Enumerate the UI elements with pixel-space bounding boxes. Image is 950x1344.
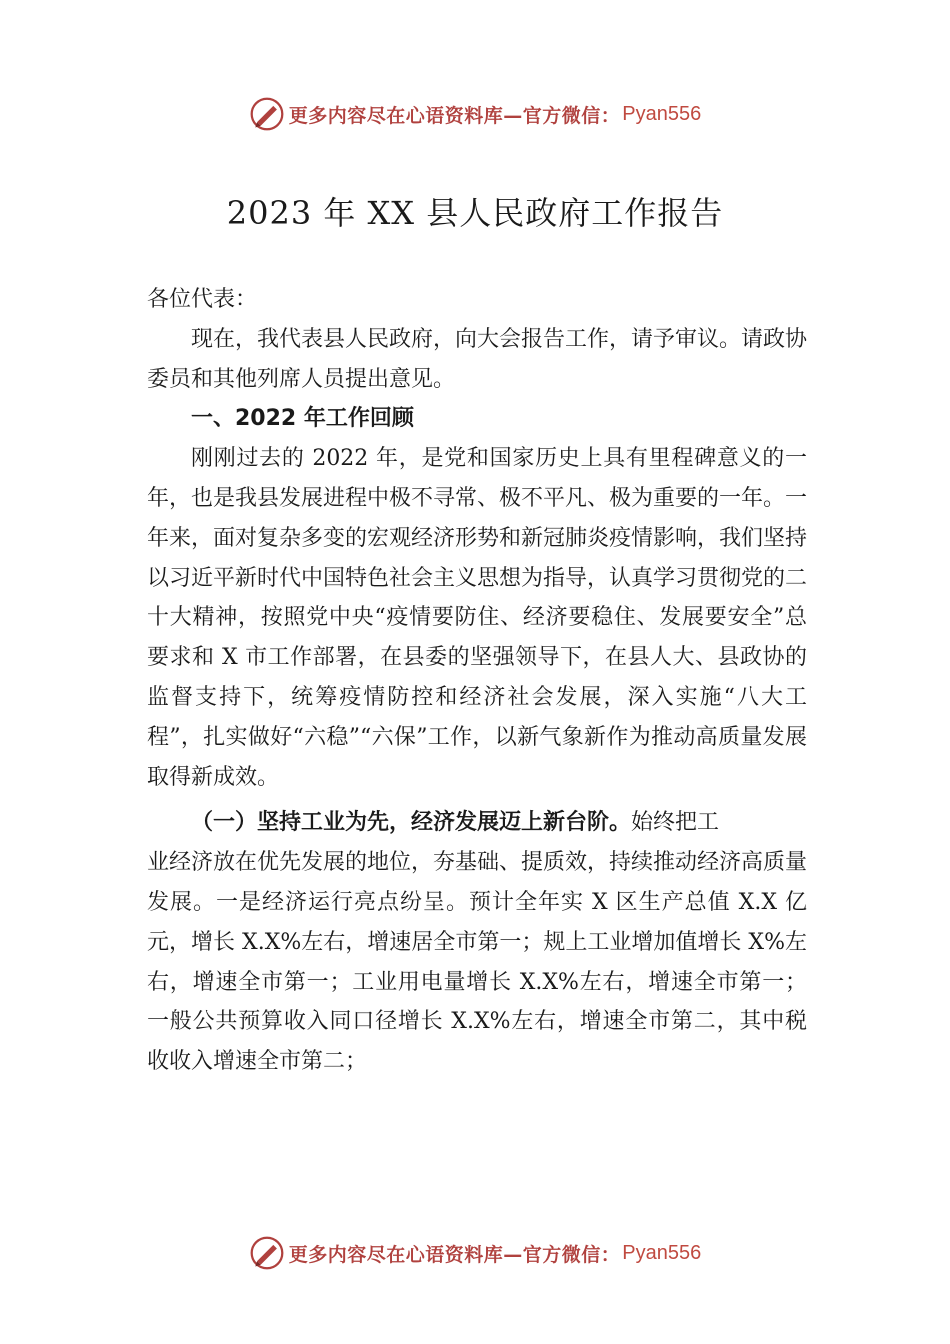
subsection-body: 业经济放在优先发展的地位，夯基础、提质效，持续推动经济高质量发展。一是经济运行亮点纷呈。预计全年实 X 区生产总值 X.X 亿元，增长 X.X%左右，增速居全市第一；规上工业增加值增长 X%左右，增速全市第一；工业用电量增长 X.X%左右，增速全市第一；一般公共预算收入同口径增长 X.X%左右，增速全市第二，其中税收收入增速全市第二； — [147, 850, 808, 1075]
watermark-wechat-id: Pyan556 — [622, 102, 702, 125]
watermark-text: 更多内容尽在心语资料库—官方微信： — [288, 1243, 621, 1266]
subsection-paragraph — [147, 803, 807, 843]
document-body — [147, 280, 807, 1082]
subsection-lead: 始终把工 — [631, 810, 720, 836]
pen-logo-icon — [249, 1235, 285, 1271]
document-title: 2023 年 XX 县人民政府工作报告 — [226, 194, 724, 232]
salutation: 各位代表： — [147, 287, 258, 312]
watermark-top — [0, 94, 950, 134]
section-heading: 一、2022 年工作回顾 — [191, 406, 414, 432]
section-paragraph: 刚刚过去的 2022 年，是党和国家历史上具有里程碑意义的一年，也是我县发展进程中极不寻常、极不平凡、极为重要的一年。一年来，面对复杂多变的宏观经济形势和新冠肺炎疫情影响，我们坚持以习近平新时代中国特色社会主义思想为指导，认真学习贯彻党的二十大精神，按照党中央“疫情要防住、经济要稳住、发展要安全”总要求和 X 市工作部署，在县委的坚强领导下，在县人大、县政协的监督支持下，统筹疫情防控和经济社会发展，深入实施“八大工程”，扎实做好“六稳”“六保”工作，以新气象新作为推动高质量发展取得新成效。 — [147, 446, 808, 790]
watermark-wechat-id: Pyan556 — [622, 1241, 702, 1264]
watermark-text: 更多内容尽在心语资料库—官方微信： — [288, 104, 621, 127]
watermark-bottom — [0, 1233, 950, 1273]
pen-logo-icon — [249, 96, 285, 132]
intro-paragraph: 现在，我代表县人民政府，向大会报告工作，请予审议。请政协委员和其他列席人员提出意见。 — [147, 326, 808, 392]
subsection-heading: （一）坚持工业为先，经济发展迈上新台阶。 — [191, 809, 632, 836]
